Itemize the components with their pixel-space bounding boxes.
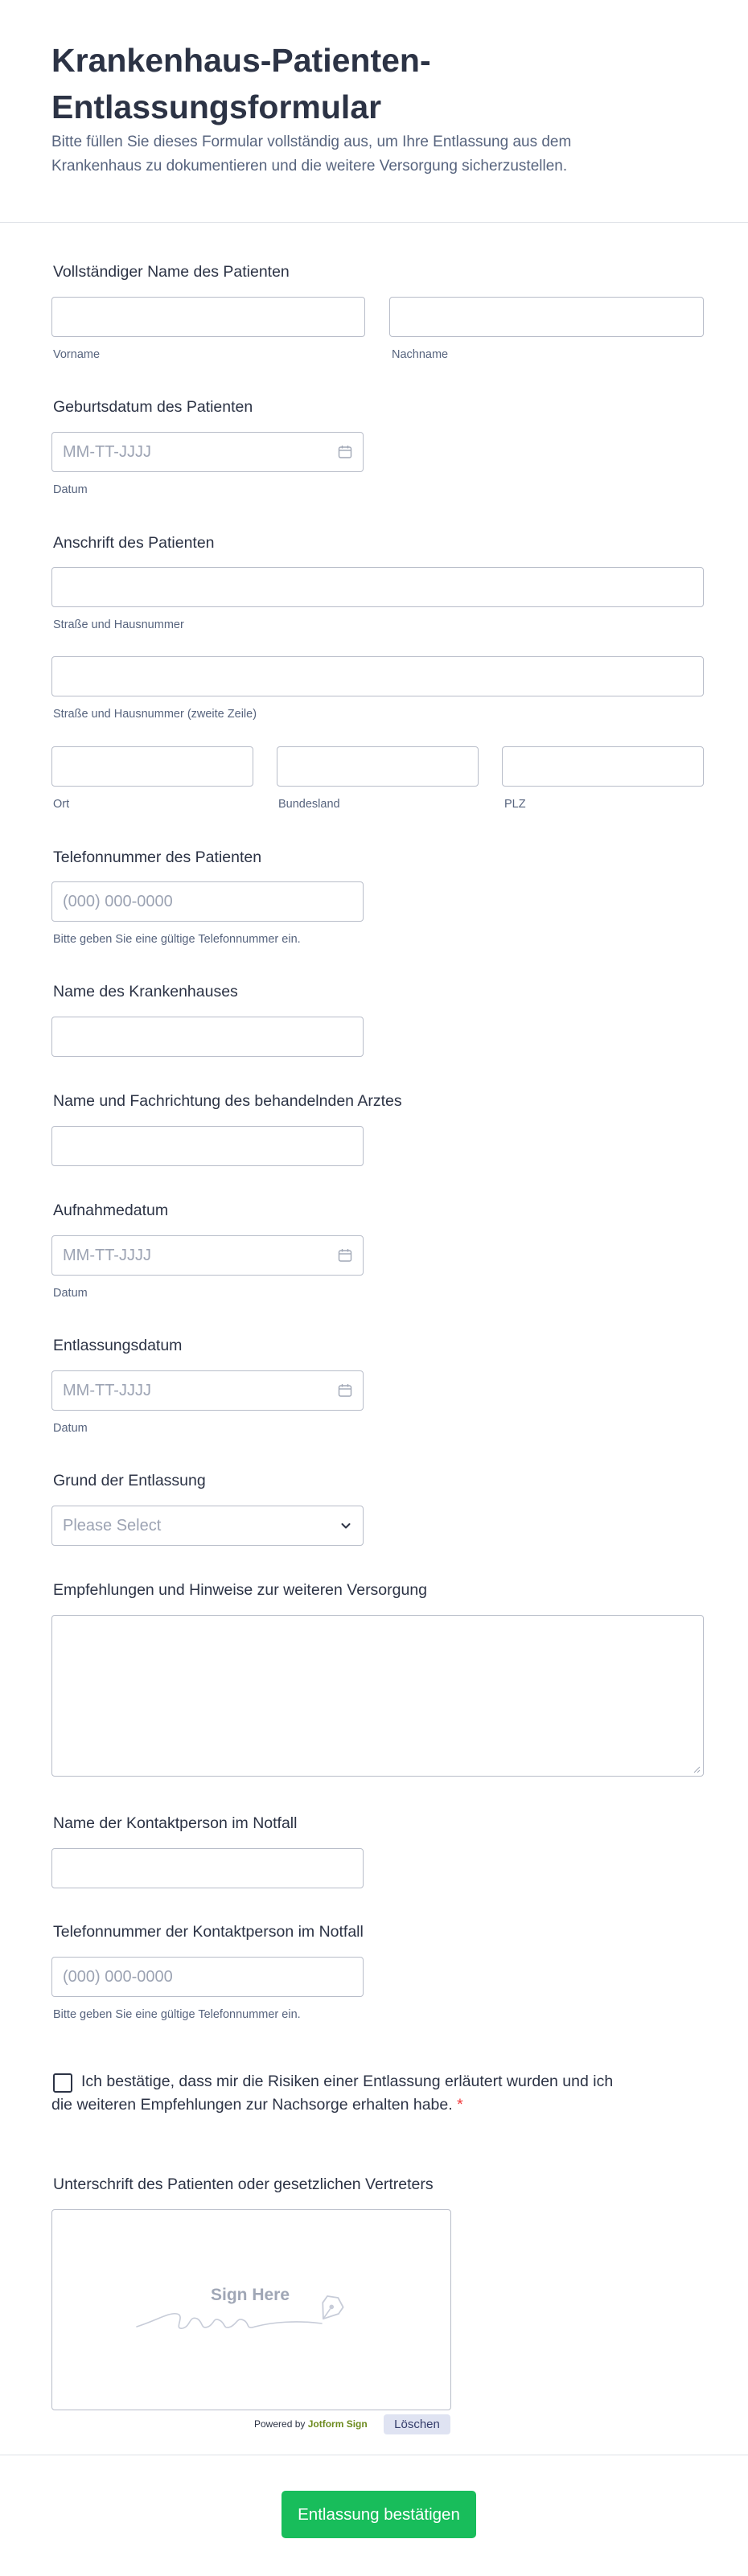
recommendations-label: Empfehlungen und Hinweise zur weiteren Versorgung <box>53 1581 428 1599</box>
reason-placeholder: Please Select <box>63 1517 162 1535</box>
phone-input[interactable] <box>51 881 364 922</box>
submit-button[interactable]: Entlassung bestätigen <box>282 2491 476 2538</box>
zip-sublabel: PLZ <box>504 798 526 811</box>
emergency-phone-input[interactable] <box>51 1957 364 1997</box>
discharge-input[interactable] <box>51 1370 364 1411</box>
first-name-sublabel: Vorname <box>53 348 101 361</box>
last-name-input[interactable] <box>389 297 704 337</box>
doctor-input[interactable] <box>51 1126 364 1166</box>
hospital-input[interactable] <box>51 1017 364 1057</box>
state-input[interactable] <box>277 746 479 787</box>
city-sublabel: Ort <box>53 798 70 811</box>
emergency-name-input[interactable] <box>51 1848 364 1888</box>
state-sublabel: Bundesland <box>278 798 340 811</box>
signature-label: Unterschrift des Patienten oder gesetzlichen Vertreters <box>53 2175 434 2193</box>
clear-signature-button[interactable]: Löschen <box>384 2414 450 2434</box>
emergency-phone-placeholder: (000) 000-0000 <box>63 1968 173 1986</box>
calendar-icon[interactable] <box>337 1247 353 1263</box>
name-label: Vollständiger Name des Patienten <box>53 263 290 281</box>
reason-select[interactable] <box>51 1506 364 1546</box>
admission-input[interactable] <box>51 1235 364 1276</box>
discharge-placeholder: MM-TT-JJJJ <box>63 1382 151 1399</box>
first-name-input[interactable] <box>51 297 365 337</box>
phone-placeholder: (000) 000-0000 <box>63 893 173 910</box>
admission-label: Aufnahmedatum <box>53 1202 169 1219</box>
dob-label: Geburtsdatum des Patienten <box>53 398 253 416</box>
consent-label: Ich bestätige, dass mir die Risiken einer Entlassung erläutert wurden und ich die weiteren Empfehlungen zur Nachsorge erhalten habe. <box>51 2073 614 2114</box>
dob-placeholder: MM-TT-JJJJ <box>63 443 151 461</box>
consent-text <box>51 2070 614 2117</box>
address-label: Anschrift des Patienten <box>53 534 215 552</box>
emergency-phone-sublabel: Bitte geben Sie eine gültige Telefonnummer ein. <box>53 2008 301 2021</box>
hospital-label: Name des Krankenhauses <box>53 983 238 1000</box>
dob-input[interactable] <box>51 432 364 472</box>
street2-input[interactable] <box>51 656 704 696</box>
calendar-icon[interactable] <box>337 1382 353 1399</box>
admission-placeholder: MM-TT-JJJJ <box>63 1247 151 1264</box>
city-input[interactable] <box>51 746 253 787</box>
powered-by <box>254 2418 368 2430</box>
chevron-down-icon <box>339 1518 353 1533</box>
street-input[interactable] <box>51 567 704 607</box>
doctor-label: Name und Fachrichtung des behandelnden Arztes <box>53 1092 402 1110</box>
dob-sublabel: Datum <box>53 483 88 496</box>
street2-sublabel: Straße und Hausnummer (zweite Zeile) <box>53 708 257 721</box>
header-divider <box>0 222 748 223</box>
phone-sublabel: Bitte geben Sie eine gültige Telefonnummer ein. <box>53 933 301 946</box>
phone-label: Telefonnummer des Patienten <box>53 848 262 866</box>
admission-sublabel: Datum <box>53 1287 88 1300</box>
zip-input[interactable] <box>502 746 704 787</box>
street-sublabel: Straße und Hausnummer <box>53 618 184 631</box>
emergency-phone-label: Telefonnummer der Kontaktperson im Notfall <box>53 1923 364 1941</box>
consent-checkbox[interactable] <box>53 2073 72 2093</box>
powered-by-label: Powered by <box>254 2418 306 2430</box>
required-asterisk: * <box>457 2096 463 2114</box>
emergency-name-label: Name der Kontaktperson im Notfall <box>53 1814 298 1832</box>
reason-label: Grund der Entlassung <box>53 1472 206 1489</box>
jotform-sign-brand: Jotform Sign <box>307 2418 368 2430</box>
discharge-label: Entlassungsdatum <box>53 1337 183 1354</box>
form-title: Krankenhaus-Patienten-Entlassungsformular <box>51 42 431 125</box>
form-description: Bitte füllen Sie dieses Formular vollständig aus, um Ihre Entlassung aus dem Krankenhaus zu dokumentieren und die weitere Versorgung sicherzustellen. <box>51 134 572 175</box>
last-name-sublabel: Nachname <box>392 348 449 361</box>
recommendations-textarea[interactable] <box>51 1615 704 1777</box>
discharge-sublabel: Datum <box>53 1422 88 1435</box>
calendar-icon[interactable] <box>337 444 353 460</box>
sign-here-text: Sign Here <box>211 2286 290 2304</box>
resize-handle-icon[interactable] <box>693 1765 701 1773</box>
